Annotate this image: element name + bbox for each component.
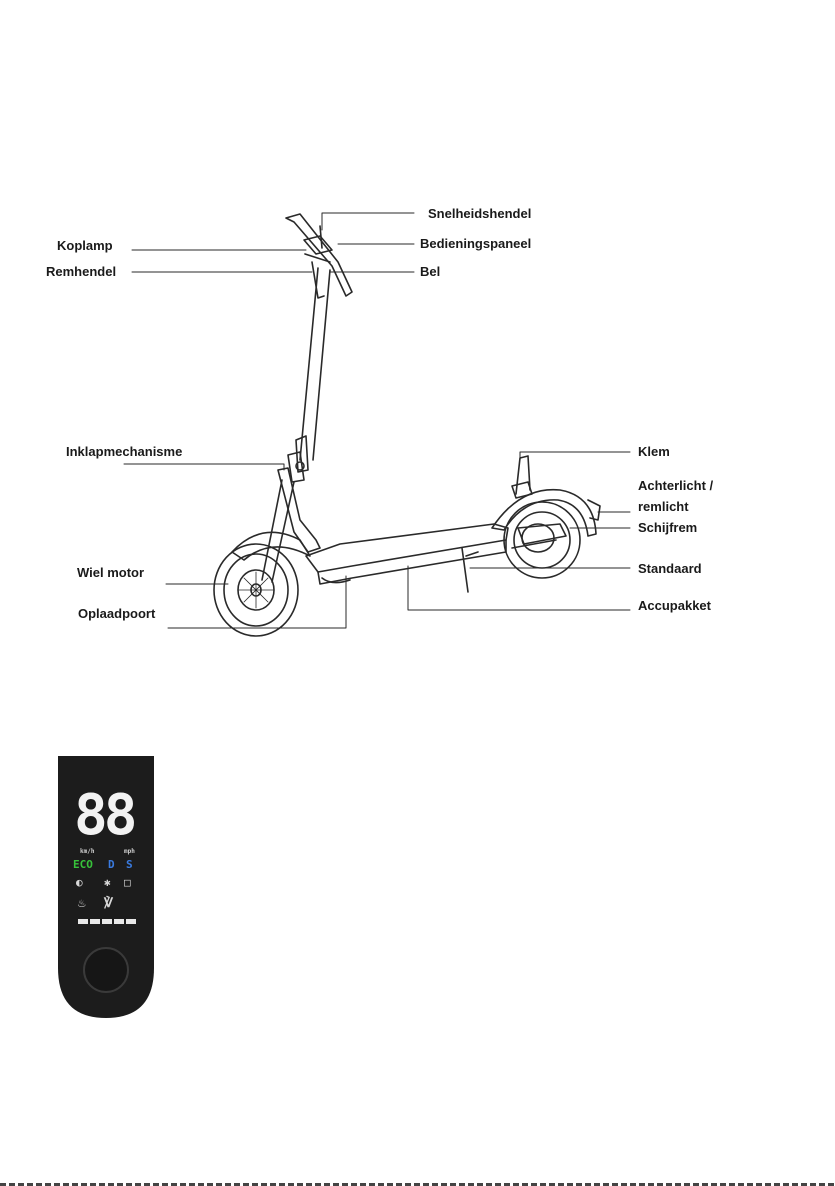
- label-oplaadpoort: Oplaadpoort: [78, 606, 156, 621]
- label-schijfrem: Schijfrem: [638, 520, 698, 535]
- s-mode-indicator: S: [126, 858, 133, 871]
- label-koplamp: Koplamp: [57, 238, 113, 253]
- temperature-icon: ♨: [78, 896, 86, 911]
- label-inklapmechanisme: Inklapmechanisme: [66, 444, 183, 459]
- label-klem: Klem: [638, 444, 670, 459]
- label-achterlicht: Achterlicht /: [638, 478, 714, 493]
- rear-wheel: [504, 502, 580, 578]
- label-accupakket: Accupakket: [638, 598, 711, 613]
- label-snelheidshendel: Snelheidshendel: [428, 206, 532, 221]
- label-standaard: Standaard: [638, 561, 702, 576]
- label-wiel-motor: Wiel motor: [77, 565, 145, 580]
- label-remlicht: remlicht: [638, 499, 689, 514]
- power-button[interactable]: [84, 948, 128, 992]
- lock-icon: □: [124, 876, 131, 889]
- label-bedieningspaneel: Bedieningspaneel: [420, 236, 532, 251]
- headlight-icon: ◐: [76, 876, 83, 889]
- front-wheel: [214, 544, 298, 636]
- deck: [306, 524, 508, 584]
- wrench-icon: ℣: [104, 896, 113, 911]
- label-remhendel: Remhendel: [46, 264, 117, 279]
- label-bel: Bel: [420, 264, 441, 279]
- stem: [288, 268, 330, 482]
- battery-bar: [78, 919, 136, 924]
- speed-readout: 88: [74, 783, 134, 848]
- bluetooth-icon: ✱: [104, 876, 111, 889]
- eco-mode-indicator: ECO: [73, 858, 93, 871]
- unit-mph: mph: [124, 848, 135, 855]
- d-mode-indicator: D: [108, 858, 115, 871]
- control-panel-display: [58, 756, 154, 1018]
- handlebar: [286, 214, 352, 298]
- unit-kmh: km/h: [80, 848, 95, 855]
- kickstand: [462, 548, 478, 592]
